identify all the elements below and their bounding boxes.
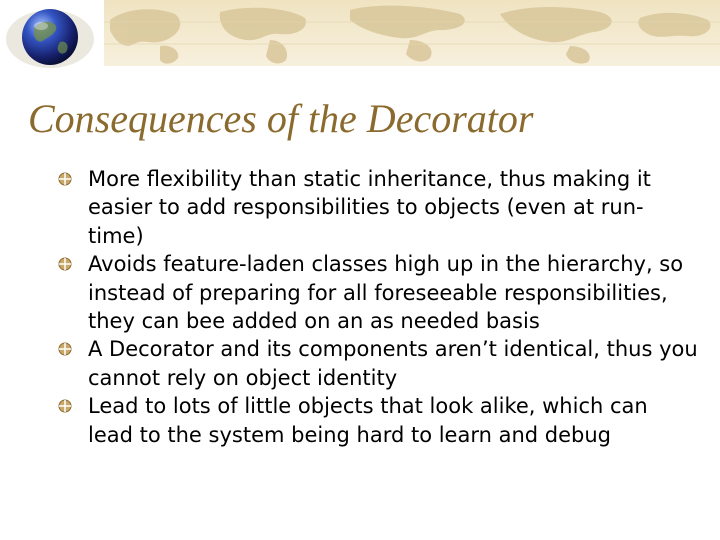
- quartered-circle-bullet-icon: [58, 342, 72, 356]
- world-map-strip: [100, 0, 720, 66]
- bullet-text: A Decorator and its components aren’t identical, thus you cannot rely on object identity: [88, 337, 698, 390]
- bullet-text: Lead to lots of little objects that look alike, which can lead to the system being hard to learn and debug: [88, 394, 648, 447]
- quartered-circle-bullet-icon: [58, 172, 72, 186]
- slide-title: Consequences of the Decorator: [28, 96, 534, 141]
- header-banner: [0, 0, 720, 70]
- quartered-circle-bullet-icon: [58, 399, 72, 413]
- bullet-text: Avoids feature-laden classes high up in the hierarchy, so instead of preparing for all foreseeable responsibilities, they can bee added on an as needed basis: [88, 252, 684, 334]
- bullet-item: [88, 392, 698, 449]
- bullet-item: [88, 335, 698, 392]
- bullet-text: More flexibility than static inheritance, thus making it easier to add responsibilities to objects (even at run-time): [88, 167, 651, 248]
- globe-icon: [4, 6, 96, 68]
- bullet-item: [88, 165, 698, 250]
- world-map-icon: [100, 0, 720, 66]
- bullet-item: [88, 250, 698, 335]
- bullet-list: [88, 165, 698, 449]
- quartered-circle-bullet-icon: [58, 257, 72, 271]
